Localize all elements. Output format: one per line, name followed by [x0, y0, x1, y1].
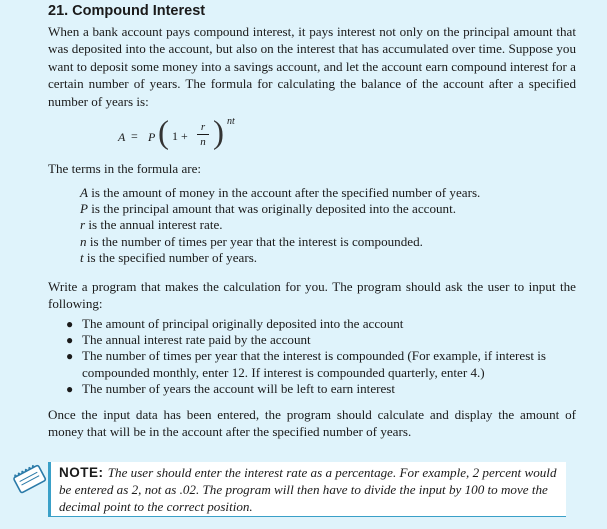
compound-interest-formula: [118, 115, 258, 159]
formula-lhs: A: [118, 130, 126, 144]
term-item: [80, 185, 560, 201]
formula-fraction: [197, 121, 209, 148]
notepad-icon: [10, 462, 48, 496]
bullet-icon: ●: [66, 333, 74, 348]
inputs-list: [64, 316, 578, 397]
input-item: [64, 332, 578, 348]
bullet-icon: ●: [66, 349, 74, 364]
input-text: The annual interest rate paid by the account: [82, 332, 311, 348]
input-item: [64, 381, 578, 397]
term-item: [80, 250, 560, 266]
formula-frac-numerator: r: [200, 121, 206, 133]
note-label: NOTE:: [59, 465, 108, 480]
input-item: [64, 348, 578, 380]
write-program-paragraph: Write a program that makes the calculation for you. The program should ask the user to input the following:: [48, 279, 576, 312]
terms-intro: The terms in the formula are:: [48, 161, 202, 176]
term-item: [80, 217, 560, 233]
bullet-icon: ●: [66, 317, 74, 331]
term-text: is the amount of money in the account after the specified number of years.: [88, 185, 481, 200]
term-text: is the number of times per year that the interest is compounded.: [86, 233, 423, 249]
intro-paragraph: When a bank account pays compound interest, it pays interest not only on the principal amount that was deposited into the account, but also on the interest that has accumulated over time. Suppose you want to deposit some money into a savings account, and let the account earn compound interest for a certain number of years. The formula for calculating the balance of the account after a specified number of years is:: [48, 24, 576, 109]
input-text: The number of years the account will be left to earn interest: [82, 380, 396, 396]
term-text: is the annual interest rate.: [85, 217, 223, 233]
formula-one-plus: 1 +: [172, 129, 188, 143]
bullet-icon: ●: [66, 381, 74, 396]
input-item: [64, 316, 578, 332]
input-text: The number of times per year that the interest is compounded (For example, if interest is compounded monthly, enter 12. If interest is compounded quarterly, enter 4.): [82, 348, 546, 380]
formula-frac-denominator: n: [200, 136, 206, 148]
term-symbol: t: [80, 249, 84, 265]
terms-list: [80, 185, 560, 266]
term-text: is the principal amount that was originally deposited into the account.: [88, 201, 456, 217]
term-item: [80, 234, 560, 250]
term-symbol: n: [80, 233, 87, 249]
formula-exponent: nt: [227, 116, 235, 127]
exercise-title: 21. Compound Interest: [48, 3, 206, 19]
term-symbol: r: [80, 217, 86, 233]
term-item: [80, 201, 560, 217]
output-paragraph: Once the input data has been entered, the program should calculate and display the amount of money that will be in the account after the specified number of years.: [48, 407, 576, 440]
term-text: is the specified number of years.: [83, 249, 258, 265]
term-symbol: P: [80, 201, 88, 217]
formula-equals: =: [131, 129, 138, 143]
formula-principal: P: [148, 130, 156, 144]
formula-open-paren: (: [158, 115, 169, 151]
note-box: [48, 462, 566, 517]
term-symbol: A: [80, 185, 88, 200]
formula-close-paren: ): [213, 115, 224, 151]
formula-frac-bar: [197, 134, 209, 135]
note-text: The user should enter the interest rate as a percentage. For example, 2 percent would be entered as 2, not as .02. The program will then have to divide the input by 100 to move the decimal point to the correct position.: [59, 465, 557, 514]
input-text: The amount of principal originally deposited into the account: [82, 316, 404, 331]
